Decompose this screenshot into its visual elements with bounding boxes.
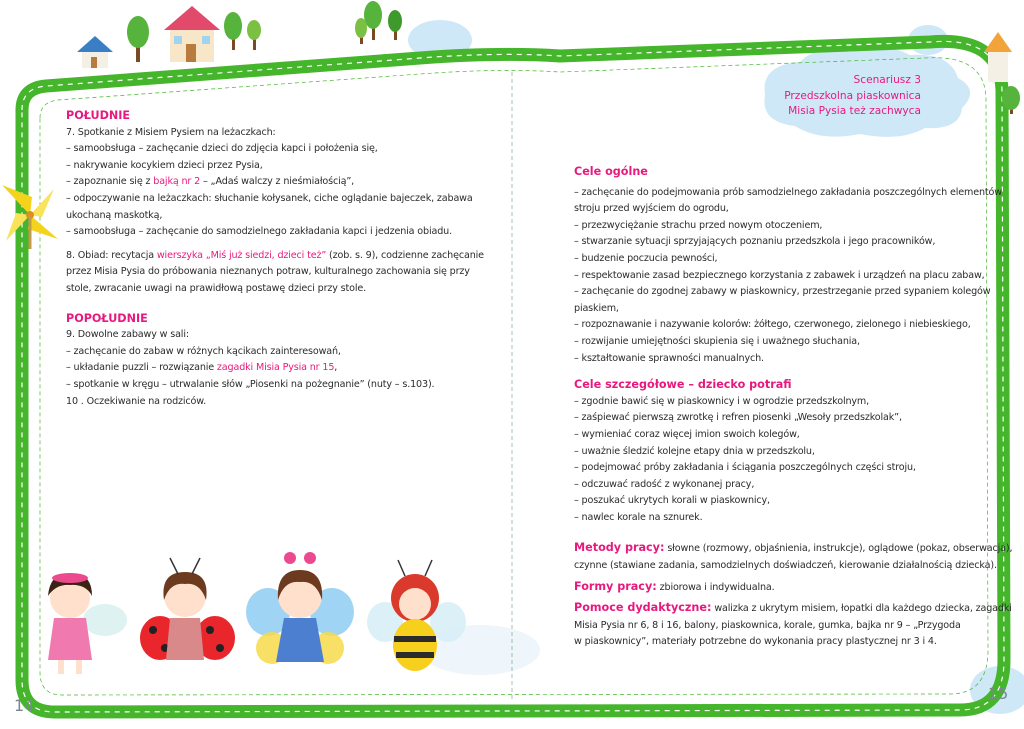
item-8: 8. Obiad: recytacja wierszyka „Miś już siedzi, dzieci też” (zob. s. 9), codzienne zachęcanie — [66, 249, 484, 261]
poem-link[interactable]: wierszyka „Miś już siedzi, dzieci też” — [156, 249, 327, 261]
list-item: – stwarzanie sytuacji sprzyjających poznaniu przedszkola i jego pracowników, — [574, 236, 936, 248]
list-item: – odpoczywanie na leżaczkach: słuchanie kołysanek, ciche oglądanie bajeczek, zabawa — [66, 192, 473, 204]
list-item: – uważnie śledzić kolejne etapy dnia w przedszkolu, — [574, 445, 815, 457]
list-item: – podejmować próby zakładania i ściągania poszczególnych części stroju, — [574, 462, 916, 474]
scenario-topic: Przedszkolna piaskownica — [784, 89, 921, 102]
list-item: ukochaną maskotką, — [66, 209, 163, 221]
list-item: – kształtowanie sprawności manualnych. — [574, 352, 764, 364]
list-item: – budzenie poczucia pewności, — [574, 252, 718, 264]
pomoce-dydaktyczne-cont: w piaskownicy”, materiały potrzebne do wykonania pracy plastycznej nr 3 i 4. — [574, 636, 937, 648]
item-7: 7. Spotkanie z Misiem Pysiem na leżaczkach: — [66, 126, 276, 138]
page-number-right: 15 — [988, 684, 1009, 703]
metody-pracy-cont: czynne (stawiane zadania, samodzielnych doświadczeń, kierowanie działalnością dziecka). — [574, 560, 997, 572]
item-8-cont: przez Misia Pysia do próbowania nieznanych potraw, kulturalnego zachowania się przy — [66, 266, 470, 278]
list-item: piaskiem, — [574, 302, 619, 314]
list-item: – samoobsługa – zachęcanie dzieci do zdjęcia kapci i położenia się, — [66, 143, 378, 155]
item-9: 9. Dowolne zabawy w sali: — [66, 329, 189, 341]
list-item: – nawlec korale na sznurek. — [574, 511, 703, 523]
scenario-header — [784, 73, 921, 120]
pomoce-dydaktyczne-cont: Misia Pysia nr 6, 8 i 16, balony, piaskownica, korale, gumka, bajka nr 9 – „Przygoda — [574, 619, 961, 631]
list-item: stroju przed wyjściem do ogrodu, — [574, 203, 729, 215]
pinwheel-icon — [2, 185, 58, 249]
metody-pracy: Metody pracy: słowne (rozmowy, objaśnienia, instrukcje), oglądowe (pokaz, obserwacja), — [574, 541, 1013, 555]
list-item: – zgodnie bawić się w piaskownicy i w ogrodzie przedszkolnym, — [574, 395, 870, 407]
list-item: – nakrywanie kocykiem dzieci przez Pysia, — [66, 159, 263, 171]
list-item: – spotkanie w kręgu – utrwalanie słów „Piosenki na pożegnanie” (nuty – s.103). — [66, 378, 435, 390]
fairytale-link[interactable]: bajką nr 2 — [153, 176, 201, 188]
list-item: – rozpoznawanie i nazywanie kolorów: żółtego, czerwonego, zielonego i niebieskiego, — [574, 319, 971, 331]
section-heading-popoludnie: POPOŁUDNIE — [66, 311, 148, 325]
section-heading-cele-szczegolowe: Cele szczegółowe – dziecko potrafi — [574, 378, 792, 392]
scenario-number: Scenariusz 3 — [853, 74, 921, 86]
pomoce-dydaktyczne: Pomoce dydaktyczne: walizka z ukrytym misiem, łopatki dla każdego dziecka, zagadki — [574, 601, 1012, 615]
list-item: – zaśpiewać pierwszą zwrotkę i refren piosenki „Wesoły przedszkolak”, — [574, 412, 902, 424]
item-10: 10 . Oczekiwanie na rodziców. — [66, 395, 206, 407]
list-item: – zachęcanie do podejmowania prób samodzielnego zakładania poszczególnych elementów — [574, 186, 1002, 198]
list-item: – przezwyciężanie strachu przed nowym otoczeniem, — [574, 219, 823, 231]
formy-pracy: Formy pracy: zbiorowa i indywidualna. — [574, 579, 775, 593]
list-item: – zapoznanie się z bajką nr 2 – „Adaś walczy z nieśmiałością”, — [66, 176, 355, 188]
list-item: – zachęcanie do zgodnej zabawy w piaskownicy, przestrzeganie przed sypaniem kolegów — [574, 286, 991, 298]
list-item: – rozwijanie umiejętności skupienia się i uważnego słuchania, — [574, 335, 860, 347]
list-item: – samoobsługa – zachęcanie do samodzielnego zakładania kapci i jedzenia obiadu. — [66, 226, 452, 238]
list-item: – układanie puzzli – rozwiązanie zagadki Misia Pysia nr 15, — [66, 362, 338, 374]
section-heading-cele-ogolne: Cele ogólne — [574, 165, 648, 178]
list-item: – poszukać ukrytych korali w piaskownicy, — [574, 495, 770, 507]
list-item: – respektowanie zasad bezpiecznego korzystania z zabawek i urządzeń na placu zabaw, — [574, 269, 985, 281]
riddle-link[interactable]: zagadki Misia Pysia nr 15 — [216, 362, 335, 374]
section-heading-poludnie: POŁUDNIE — [66, 109, 131, 122]
list-item: – zachęcanie do zabaw w różnych kącikach zainteresowań, — [66, 345, 341, 357]
cele-szczegolowe-list — [574, 394, 1012, 527]
page-number-left: 14 — [14, 696, 35, 715]
child-illustration-ladybug — [140, 558, 235, 660]
item-8-cont: stole, zwracanie uwagi na prawidłową postawę dzieci przy stole. — [66, 282, 367, 294]
cele-ogolne-list — [574, 185, 1012, 368]
child-illustration-girl — [48, 573, 127, 674]
child-illustration-butterfly — [246, 552, 354, 664]
list-item: – wymieniać coraz więcej imion swoich kolegów, — [574, 428, 800, 440]
right-page-text — [574, 164, 1012, 651]
scenario-subtitle: Misia Pysia też zachwyca — [788, 105, 921, 118]
left-page-text — [66, 108, 484, 410]
list-item: – odczuwać radość z wykonanej pracy, — [574, 478, 755, 490]
